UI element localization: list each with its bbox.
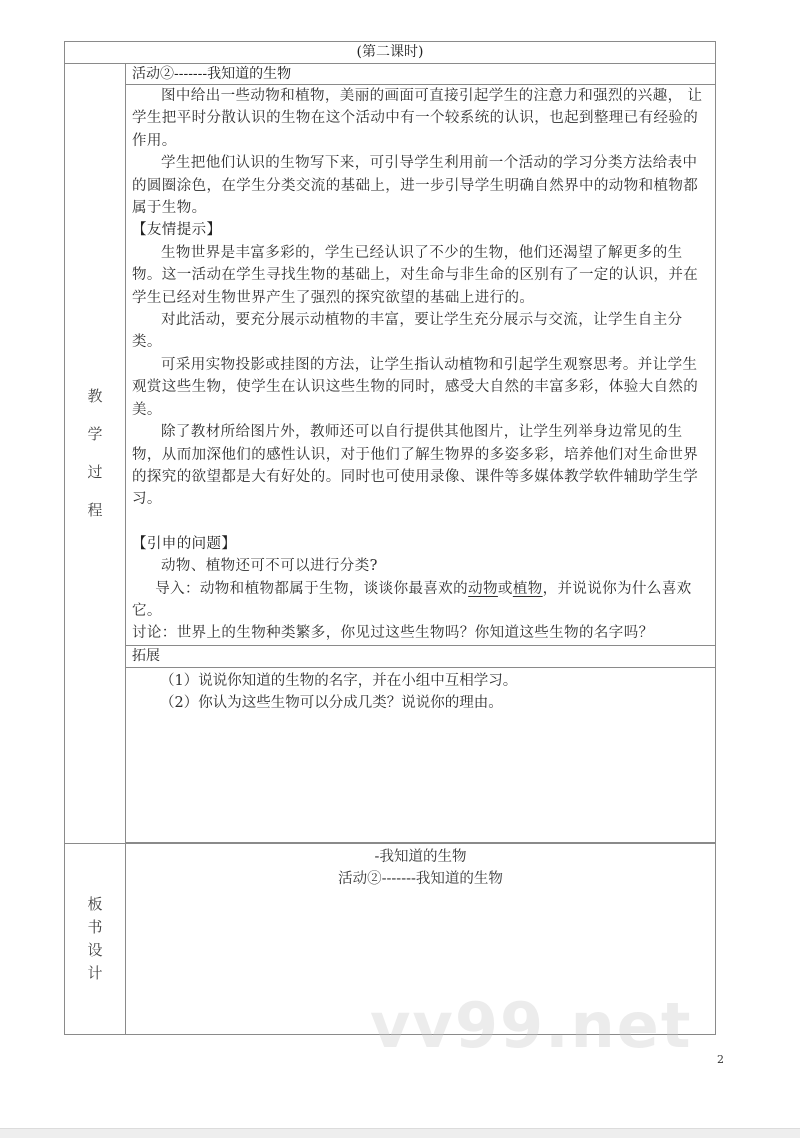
activity-title: 活动②-------我知道的生物 <box>126 64 716 85</box>
extension-content <box>126 667 716 842</box>
label-char: 书 <box>87 917 103 936</box>
tip-paragraph: 对此活动，要充分展示动植物的丰富，要让学生充分展示与交流，让学生自主分类。 <box>132 312 683 351</box>
label-char: 板 <box>87 894 103 913</box>
activity-content <box>126 85 716 646</box>
underlined-plant: 植物 <box>512 580 543 597</box>
tip-paragraph: 除了教材所给图片外，教师还可以自行提供其他图片，让学生列举身边常见的生物，从而加深他们的感性认识，对于他们了解生物界的多姿多彩，培养他们对生命世界的探究的欲望都是大有好处的。同时也可使用录像、课件等多媒体教学软件辅助学生学习。 <box>132 424 699 508</box>
label-char: 计 <box>87 963 103 982</box>
tip-paragraph: 可采用实物投影或挂图的方法，让学生指认动植物和引起学生观察思考。并让学生观赏这些生物，使学生在认识这些生物的同时，感受大自然的丰富多彩，体验大自然的美。 <box>132 356 699 418</box>
label-char: 程 <box>87 501 103 520</box>
lesson-plan-table <box>64 41 716 1035</box>
label-char: 教 <box>87 387 103 406</box>
board-line: -我知道的生物 <box>374 848 467 865</box>
label-char: 学 <box>87 425 103 444</box>
teaching-process-label <box>65 64 126 844</box>
activity-content-row <box>65 85 716 646</box>
extension-title-row <box>65 645 716 667</box>
underlined-animal: 动物 <box>468 580 498 597</box>
intro-middle: 或 <box>497 580 513 597</box>
board-line: 活动②-------我知道的生物 <box>338 870 503 887</box>
extended-questions-heading: 【引申的问题】 <box>132 535 237 552</box>
extended-question: 动物、植物还可不可以进行分类? <box>161 558 378 575</box>
label-char: 设 <box>87 940 103 959</box>
activity-title-row <box>65 64 716 85</box>
tips-heading: 【友情提示】 <box>132 222 222 239</box>
label-char: 过 <box>87 463 103 482</box>
intro-prefix: 导入：动物和植物都属于生物，谈谈你最喜欢的 <box>155 580 469 597</box>
extension-title: 拓展 <box>126 645 716 667</box>
tip-paragraph: 生物世界是丰富多彩的，学生已经认识了不少的生物，他们还渴望了解更多的生物。这一活动在学生寻找生物的基础上，对生命与非生命的区别有了一定的认识，并在学生已经对生物世界产生了强烈的探究欲望的基础上进行的。 <box>132 244 699 306</box>
watermark: vv99.net <box>370 989 693 1062</box>
paragraph: 图中给出一些动物和植物，美丽的画面可直接引起学生的注意力和强烈的兴趣， 让学生把平时分散认识的生物在这个活动中有一个较系统的认识，也起到整理已有经验的作用。 <box>132 88 703 149</box>
session-header-row <box>65 42 716 64</box>
discussion-text: 讨论：世界上的生物种类繁多，你见过这些生物吗？你知道这些生物的名字吗？ <box>132 625 654 642</box>
extension-item: （1）说说你知道的生物的名字，并在小组中互相学习。 <box>160 672 518 689</box>
page-number: 2 <box>717 1053 724 1066</box>
intro-suffix: ，并说说你为什么喜欢它。 <box>132 580 692 619</box>
extension-content-row <box>65 667 716 842</box>
extension-item: （2）你认为这些生物可以分成几类？说说你的理由。 <box>160 694 503 711</box>
board-design-row <box>65 843 716 1034</box>
intro-text <box>132 578 709 623</box>
spacer <box>132 511 709 533</box>
board-design-label <box>65 843 126 1034</box>
paragraph: 学生把他们认识的生物写下来，可引导学生利用前一个活动的学习分类方法给表中的圆圈涂色，在学生分类交流的基础上，进一步引导学生明确自然界中的动物和植物都属于生物。 <box>132 155 699 217</box>
session-label: (第二课时) <box>65 42 716 64</box>
board-design-content <box>126 843 716 1034</box>
